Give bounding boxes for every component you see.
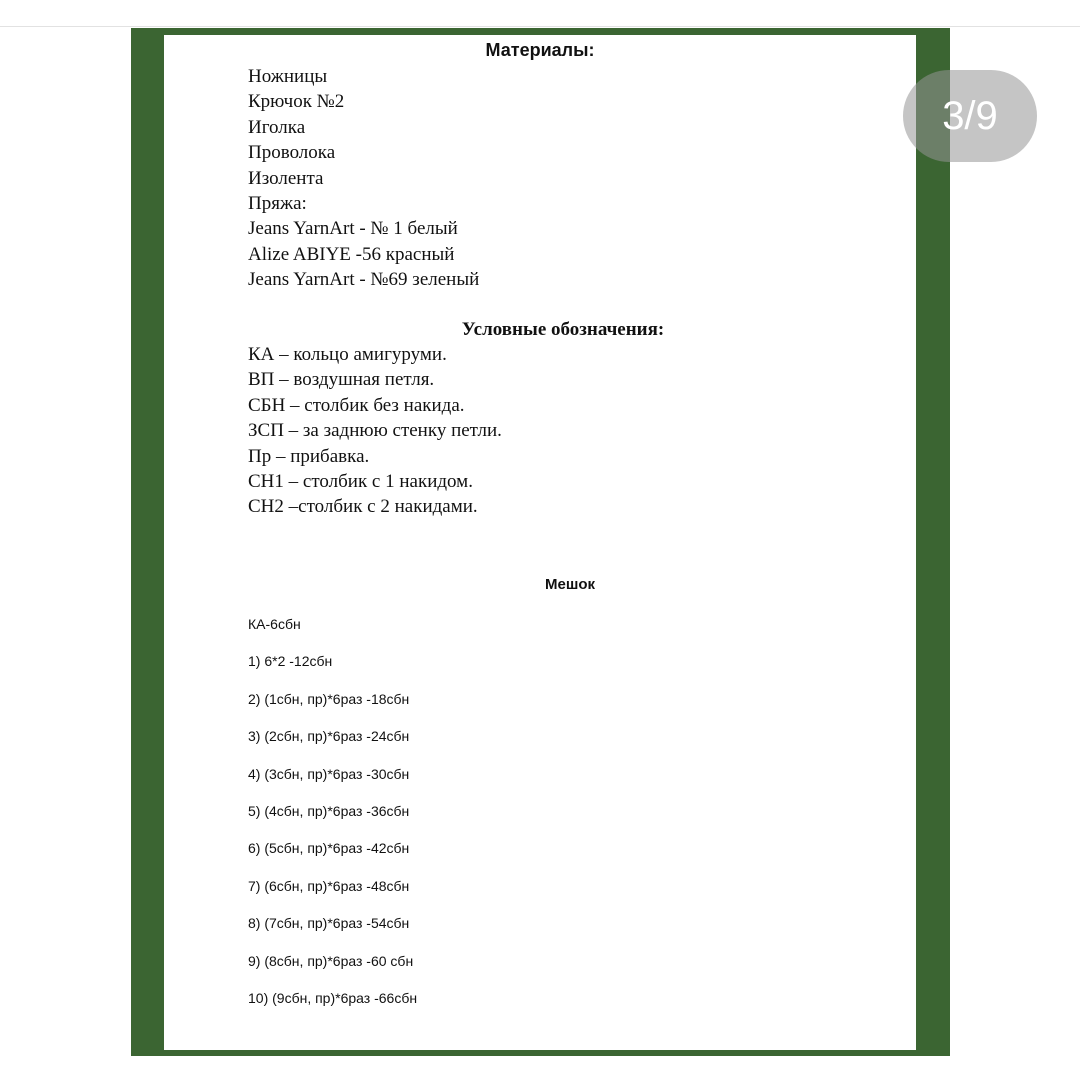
- list-item: 8) (7сбн, пр)*6раз -54сбн: [248, 915, 410, 932]
- list-item: 10) (9сбн, пр)*6раз -66сбн: [248, 990, 418, 1007]
- list-item: Пряжа:: [248, 193, 307, 215]
- list-item: КА – кольцо амигуруми.: [248, 344, 447, 365]
- list-item: Проволока: [248, 142, 336, 164]
- list-item: Jeans YarnArt - № 1 белый: [248, 218, 458, 240]
- list-item: 6) (5сбн, пр)*6раз -42сбн: [248, 840, 410, 857]
- list-item: Jeans YarnArt - №69 зеленый: [248, 269, 480, 291]
- list-item: Ножницы: [248, 66, 328, 87]
- list-item: СБН – столбик без накида.: [248, 394, 465, 416]
- legend-title: Условные обозначения:: [461, 319, 665, 340]
- list-item: Изолента: [248, 167, 324, 189]
- list-item: 2) (1сбн, пр)*6раз -18сбн: [248, 690, 410, 707]
- list-item: Крючок №2: [248, 91, 345, 113]
- list-item: 4) (3сбн, пр)*6раз -30сбн: [248, 765, 410, 782]
- list-item: Alize ABIYE -56 красный: [248, 243, 455, 265]
- materials-list: [248, 64, 479, 293]
- document-content: [164, 35, 916, 1050]
- list-item: 3) (2сбн, пр)*6раз -24сбн: [248, 728, 410, 745]
- list-item: ВП – воздушная петля.: [248, 369, 435, 391]
- list-item: 1) 6*2 -12сбн: [248, 653, 333, 670]
- legend-list: [248, 342, 502, 520]
- document-page: [164, 35, 916, 1050]
- list-item: СН2 –столбик с 2 накидами.: [248, 496, 478, 518]
- list-item: ЗСП – за заднюю стенку петли.: [248, 420, 502, 442]
- list-item: КА-6сбн: [248, 616, 301, 632]
- list-item: 9) (8сбн, пр)*6раз -60 сбн: [248, 952, 414, 969]
- list-item: 5) (4сбн, пр)*6раз -36сбн: [248, 803, 410, 820]
- list-item: 7) (6сбн, пр)*6раз -48сбн: [248, 877, 410, 894]
- page-indicator-badge: 3/9: [903, 70, 1037, 162]
- list-item: Иголка: [248, 116, 306, 138]
- materials-title: Материалы:: [485, 40, 595, 60]
- list-item: СН1 – столбик с 1 накидом.: [248, 471, 473, 493]
- top-divider: [0, 26, 1080, 27]
- list-item: Пр – прибавка.: [248, 445, 370, 467]
- bag-title: Мешок: [544, 576, 595, 593]
- bag-rows-list: [248, 606, 417, 1017]
